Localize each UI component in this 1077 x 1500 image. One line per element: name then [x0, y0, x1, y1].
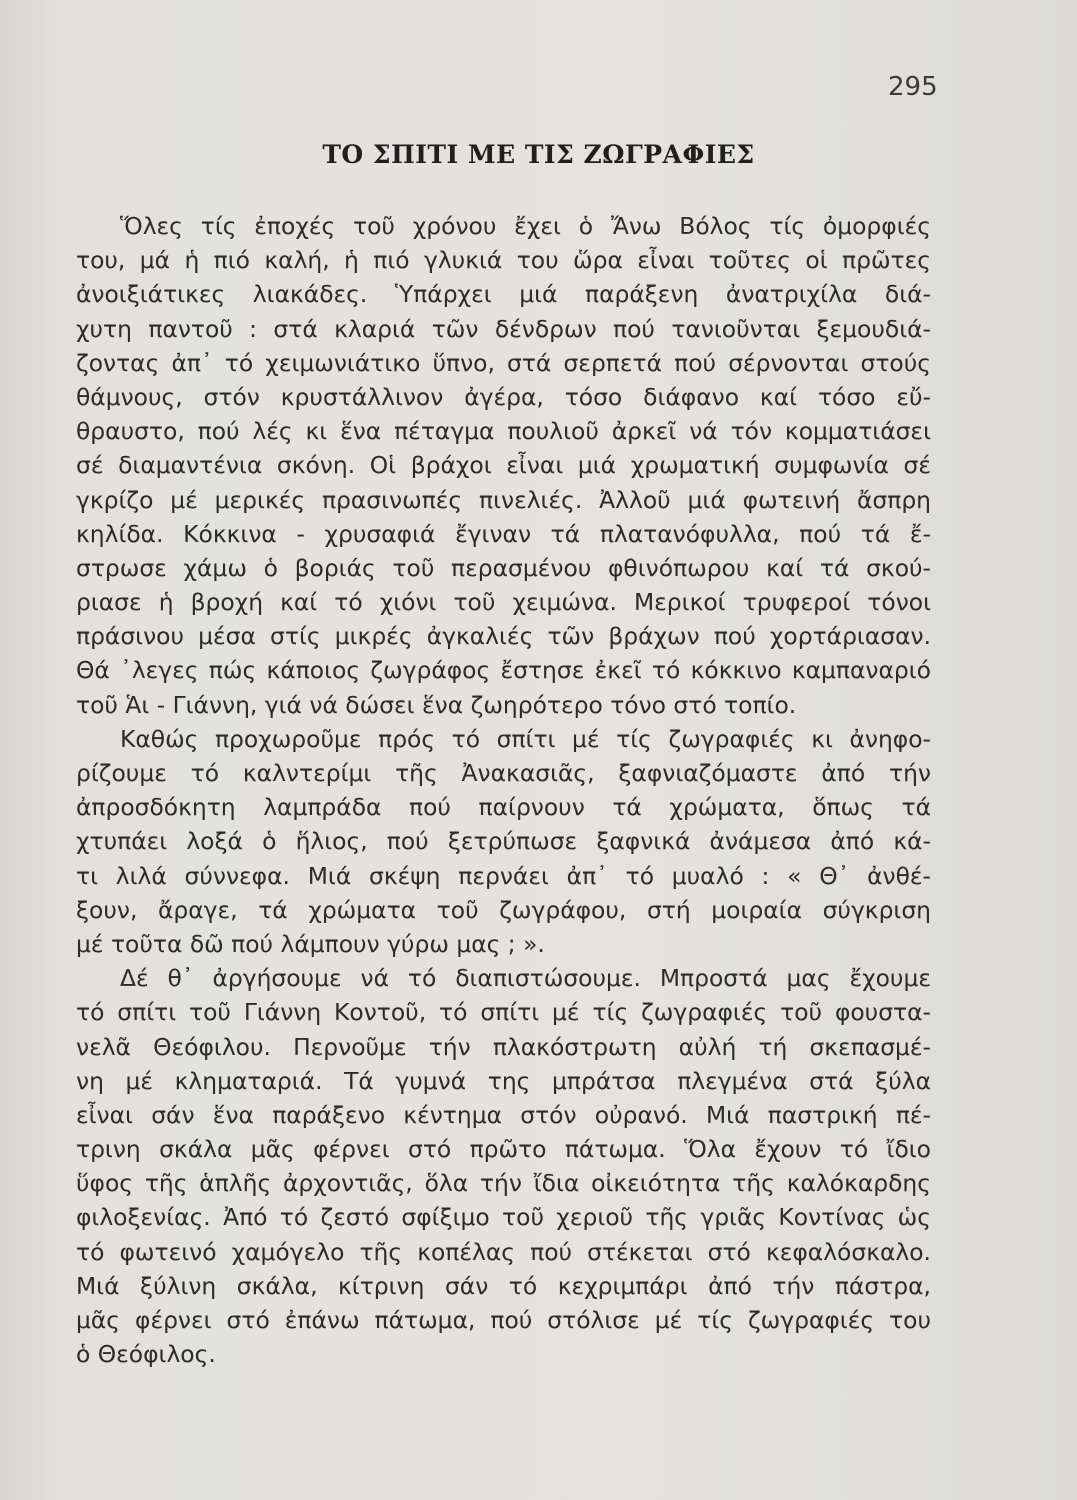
- text-line: τι λιλά σύννεφα. Μιά σκέψη περνάει ἀπ᾿ τό μυαλό : « Θ᾿ ἀνθέ-: [76, 861, 931, 890]
- text-line: ἀνοιξιάτικες λιακάδες. Ὑπάρχει μιά παράξενη ἀνατριχίλα διά-: [76, 280, 931, 309]
- text-line: γκρίζο μέ μερικές πρασινωπές πινελιές. Ἀλλοῦ μιά φωτεινή ἄσπρη: [76, 485, 931, 514]
- text-line: ἀπροσδόκητη λαμπράδα πού παίρνουν τά χρώματα, ὅπως τά: [76, 793, 931, 822]
- text-line: θραυστο, πού λές κι ἕνα πέταγμα πουλιοῦ ἀρκεῖ νά τόν κομματιάσει: [76, 417, 931, 446]
- text-line: Δέ θ᾿ ἀργήσουμε νά τό διαπιστώσουμε. Μπροστά μας ἔχουμε: [120, 964, 931, 993]
- text-line: Μιά ξύλινη σκάλα, κίτρινη σάν τό κεχριμπάρι ἀπό τήν πάστρα,: [76, 1271, 931, 1300]
- text-line: θάμνους, στόν κρυστάλλινον ἀγέρα, τόσο διάφανο καί τόσο εὔ-: [76, 382, 931, 411]
- text-line: ζοντας ἀπ᾿ τό χειμωνιάτικο ὕπνο, στά σερπετά πού σέρνονται στούς: [76, 348, 931, 377]
- page-number: 295: [888, 72, 938, 102]
- text-line: κηλίδα. Κόκκινα - χρυσαφιά ἔγιναν τά πλατανόφυλλα, πού τά ἔ-: [76, 519, 931, 548]
- text-line: Ὅλες τίς ἐποχές τοῦ χρόνου ἔχει ὁ Ἄνω Βόλος τίς ὀμορφιές: [120, 212, 931, 240]
- text-line: ὁ Θεόφιλος.: [76, 1340, 216, 1369]
- text-line: μέ τοῦτα δῶ πού λάμπουν γύρω μας ; ».: [76, 929, 545, 958]
- text-line: νη μέ κληματαριά. Τά γυμνά της μπράτσα πλεγμένα στά ξύλα: [76, 1066, 931, 1095]
- text-line: ὕφος τῆς ἁπλῆς ἀρχοντιᾶς, ὅλα τήν ἴδια οἰκειότητα τῆς καλόκαρδης: [76, 1169, 931, 1198]
- text-line: στρωσε χάμω ὁ βοριάς τοῦ περασμένου φθινόπωρου καί τά σκού-: [76, 553, 931, 582]
- text-line: τό φωτεινό χαμόγελο τῆς κοπέλας πού στέκεται στό κεφαλόσκαλο.: [76, 1237, 931, 1266]
- text-line: ριασε ἡ βροχή καί τό χιόνι τοῦ χειμώνα. Μερικοί τρυφεροί τόνοι: [76, 588, 931, 617]
- chapter-title: ΤΟ ΣΠΙΤΙ ΜΕ ΤΙΣ ΖΩΓΡΑΦΙΕΣ: [322, 140, 755, 169]
- text-line: Καθώς προχωροῦμε πρός τό σπίτι μέ τίς ζωγραφιές κι ἀνηφο-: [120, 724, 931, 753]
- text-line: χυτη παντοῦ : στά κλαριά τῶν δένδρων πού τανιοῦνται ξεμουδιά-: [76, 314, 931, 343]
- body-text: [76, 209, 931, 1371]
- text-line: χτυπάει λοξά ὁ ἥλιος, πού ξετρύπωσε ξαφνικά ἀνάμεσα ἀπό κά-: [76, 827, 931, 856]
- text-line: ρίζουμε τό καλντερίμι τῆς Ἀνακασιᾶς, ξαφνιαζόμαστε ἀπό τήν: [76, 759, 931, 787]
- text-line: Θά ᾽λεγες πώς κάποιος ζωγράφος ἔστησε ἐκεῖ τό κόκκινο καμπαναριό: [76, 656, 931, 685]
- text-line: τοῦ Ἁι - Γιάννη, γιά νά δώσει ἕνα ζωηρότερο τόνο στό τοπίο.: [76, 690, 797, 719]
- text-line: μᾶς φέρνει στό ἐπάνω πάτωμα, πού στόλισε μέ τίς ζωγραφιές του: [76, 1306, 931, 1334]
- text-line: πράσινου μέσα στίς μικρές ἀγκαλιές τῶν βράχων πού χορτάριασαν.: [76, 622, 931, 651]
- text-line: του, μά ἡ πιό καλή, ἡ πιό γλυκιά του ὥρα εἶναι τοῦτες οἱ πρῶτες: [76, 246, 931, 275]
- text-line: φιλοξενίας. Ἀπό τό ζεστό σφίξιμο τοῦ χεριοῦ τῆς γριᾶς Κοντίνας ὡς: [76, 1203, 931, 1232]
- text-line: νελᾶ Θεόφιλου. Περνοῦμε τήν πλακόστρωτη αὐλή τή σκεπασμέ-: [76, 1032, 931, 1061]
- text-line: εἶναι σάν ἕνα παράξενο κέντημα στόν οὐρανό. Μιά παστρική πέ-: [76, 1100, 931, 1129]
- text-line: ξουν, ἄραγε, τά χρώματα τοῦ ζωγράφου, στή μοιραία σύγκριση: [76, 895, 931, 924]
- text-line: σέ διαμαντένια σκόνη. Οἱ βράχοι εἶναι μιά χρωματική συμφωνία σέ: [76, 451, 931, 480]
- text-line: τρινη σκάλα μᾶς φέρνει στό πρῶτο πάτωμα. Ὅλα ἔχουν τό ἴδιο: [76, 1135, 931, 1164]
- text-line: τό σπίτι τοῦ Γιάννη Κοντοῦ, τό σπίτι μέ τίς ζωγραφιές τοῦ φουστα-: [76, 998, 931, 1027]
